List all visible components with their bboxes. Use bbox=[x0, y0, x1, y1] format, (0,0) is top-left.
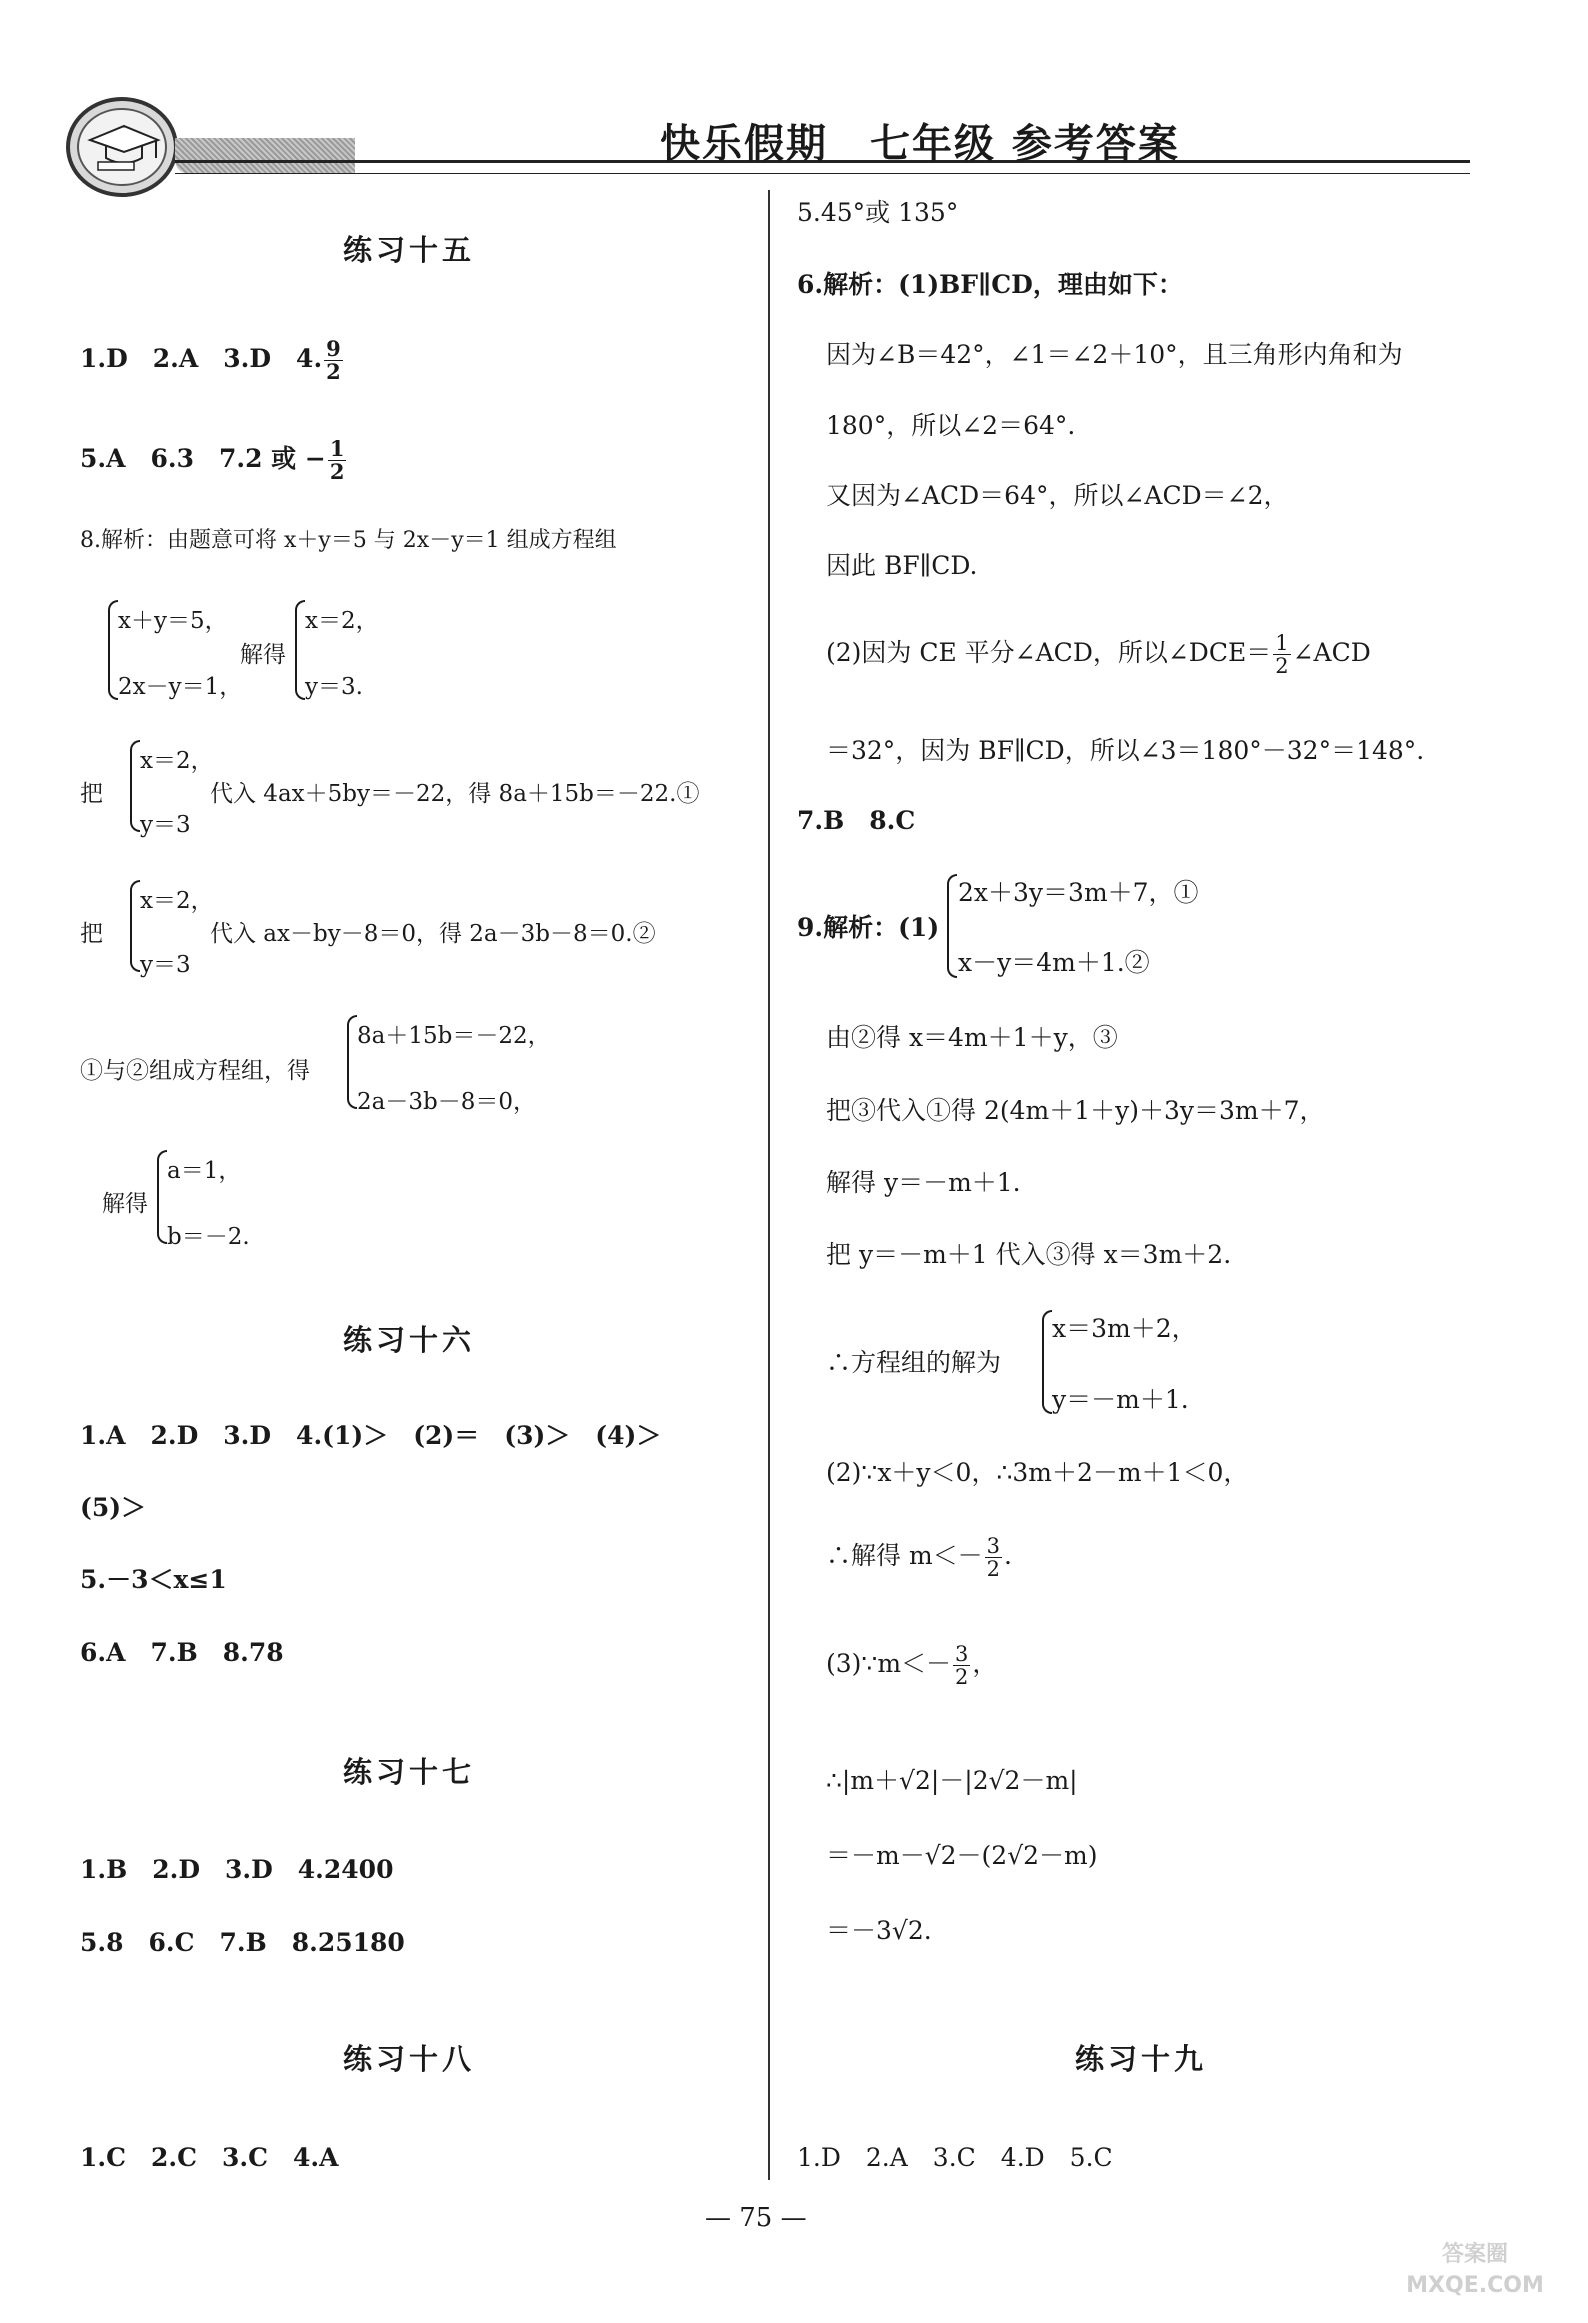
answer-line: 又因为∠ACD＝64°，所以∠ACD＝∠2， bbox=[826, 481, 1289, 510]
section-heading-15: 练习十五 bbox=[343, 233, 476, 267]
answer-line: 因为∠B＝42°，∠1＝∠2＋10°，且三角形内角和为 bbox=[826, 340, 1403, 369]
answer-line: 把 y＝－m＋1 代入③得 x＝3m＋2. bbox=[826, 1240, 1232, 1269]
label: 把 bbox=[80, 921, 103, 947]
answer-line: 1.C 2.C 3.C 4.A bbox=[80, 2143, 339, 2172]
watermark: 答案圈 MXQE.COM bbox=[1406, 2242, 1544, 2298]
equation: y＝3 bbox=[140, 812, 191, 838]
answer-text: 1.D 2.A 3.D 4. bbox=[80, 344, 323, 374]
answer-line: 8.解析：由题意可将 x＋y＝5 与 2x－y＝1 组成方程组 bbox=[80, 528, 617, 553]
answer-line: 5.8 6.C 7.B 8.25180 bbox=[80, 1928, 405, 1957]
answer-line: (2)∵x＋y＜0，∴3m＋2－m＋1＜0， bbox=[826, 1458, 1249, 1487]
answer-line: 6.解析：(1)BF∥CD，理由如下： bbox=[797, 270, 1183, 299]
equation: a＝1， bbox=[167, 1158, 242, 1184]
answer-line: 因此 BF∥CD. bbox=[826, 551, 978, 580]
fraction: $\frac{9}{2}$ bbox=[326, 336, 341, 385]
answer-text: . bbox=[1004, 1541, 1012, 1571]
answer-line: ＝－3√2. bbox=[826, 1916, 932, 1945]
equation: b＝－2. bbox=[167, 1224, 250, 1250]
column-divider bbox=[768, 190, 770, 2180]
equation: x＝3m＋2， bbox=[1052, 1314, 1197, 1343]
equation: x＝2， bbox=[140, 888, 214, 914]
equation: 2x－y＝1， bbox=[118, 674, 243, 700]
equation: 2x＋3y＝3m＋7，① bbox=[958, 878, 1199, 907]
answer-text: ∴解得 m＜－ bbox=[826, 1541, 983, 1571]
answer-line: 解得 y＝－m＋1. bbox=[826, 1168, 1021, 1197]
equation: x＝2， bbox=[305, 608, 379, 634]
section-heading-16: 练习十六 bbox=[343, 1323, 476, 1357]
answer-line: 9.解析：(1) bbox=[797, 913, 940, 942]
equation: y＝3 bbox=[140, 952, 191, 978]
answer-line: 1.B 2.D 3.D 4.2400 bbox=[80, 1855, 394, 1884]
equation: y＝3. bbox=[305, 674, 363, 700]
fraction: $\frac{1}{2}$ bbox=[1275, 631, 1289, 679]
answer-line: 由②得 x＝4m＋1＋y，③ bbox=[826, 1023, 1118, 1052]
answer-text: ， bbox=[972, 1649, 998, 1679]
page-number: — 75 — bbox=[705, 2203, 807, 2233]
label: 解得 bbox=[240, 642, 286, 668]
answer-line: ∴|m＋√2|－|2√2－m| bbox=[826, 1766, 1078, 1795]
section-heading-17: 练习十七 bbox=[343, 1755, 476, 1789]
answer-line bbox=[80, 338, 345, 383]
equation: 2a－3b－8＝0， bbox=[357, 1089, 536, 1115]
answer-line: (5)＞ bbox=[80, 1493, 147, 1522]
answer-line bbox=[826, 1643, 997, 1688]
header-title: 快乐假期 七年级 参考答案 bbox=[660, 121, 1180, 167]
answer-line: 7.B 8.C bbox=[797, 806, 916, 835]
equation: 8a＋15b＝－22， bbox=[357, 1023, 551, 1049]
fraction: $\frac{1}{2}$ bbox=[329, 436, 345, 485]
answer-line: 把③代入①得 2(4m＋1＋y)＋3y＝3m＋7， bbox=[826, 1096, 1325, 1125]
answer-line: ＝－m－√2－(2√2－m) bbox=[826, 1841, 1098, 1870]
section-heading-19: 练习十九 bbox=[1075, 2042, 1208, 2076]
answer-line bbox=[80, 438, 348, 483]
equation: x＝2， bbox=[140, 748, 214, 774]
fraction: $\frac{3}{2}$ bbox=[986, 1534, 1001, 1582]
answer-line: 1.A 2.D 3.D 4.(1)＞ (2)＝ (3)＞ (4)＞ bbox=[80, 1421, 662, 1450]
answer-line: 180°，所以∠2＝64°. bbox=[826, 411, 1076, 440]
label: 解得 bbox=[102, 1191, 148, 1217]
answer-text: (3)∵m＜－ bbox=[826, 1649, 952, 1679]
answer-line: 5.－3＜x≤1 bbox=[80, 1565, 227, 1594]
equation: y＝－m＋1. bbox=[1052, 1385, 1189, 1414]
equation: x＋y＝5， bbox=[118, 608, 228, 634]
answer-text: (2)因为 CE 平分∠ACD，所以∠DCE＝ bbox=[826, 638, 1272, 668]
graduation-cap-logo bbox=[62, 92, 182, 202]
answer-line: 5.45°或 135° bbox=[797, 198, 959, 227]
answer-line: ＝32°，因为 BF∥CD，所以∠3＝180°－32°＝148°. bbox=[826, 736, 1425, 765]
equation: 代入 ax－by－8＝0，得 2a－3b－8＝0.② bbox=[210, 921, 656, 947]
label: ①与②组成方程组，得 bbox=[80, 1058, 310, 1084]
answer-line bbox=[826, 632, 1371, 677]
answer-line: 1.D 2.A 3.C 4.D 5.C bbox=[797, 2143, 1113, 2172]
answer-line bbox=[826, 1535, 1012, 1580]
equation: 代入 4ax＋5by＝－22，得 8a＋15b＝－22.① bbox=[210, 781, 700, 807]
answer-line: ∴方程组的解为 bbox=[826, 1348, 1002, 1377]
fraction: $\frac{3}{2}$ bbox=[955, 1642, 969, 1690]
label: 把 bbox=[80, 781, 103, 807]
section-heading-18: 练习十八 bbox=[343, 2042, 476, 2076]
answer-text: ∠ACD bbox=[1292, 638, 1371, 668]
answer-line: 6.A 7.B 8.78 bbox=[80, 1638, 284, 1667]
answer-text: 5.A 6.3 7.2 或 − bbox=[80, 444, 326, 474]
equation: x－y＝4m＋1.② bbox=[958, 948, 1150, 977]
